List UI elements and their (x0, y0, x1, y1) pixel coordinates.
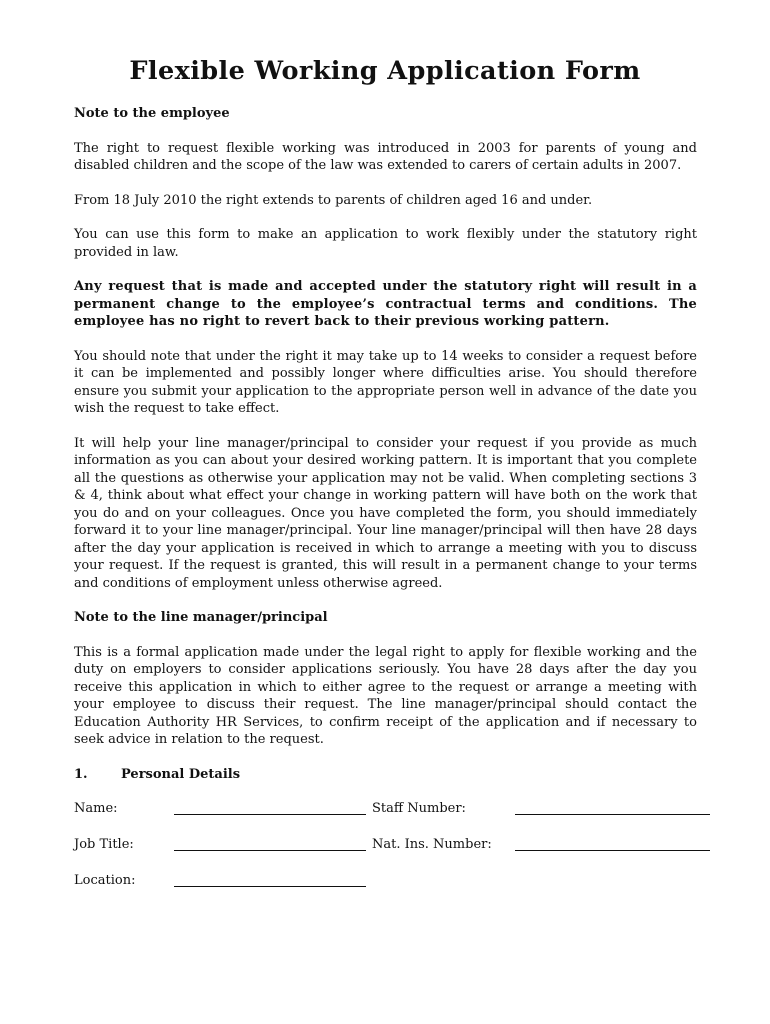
employee-note-paragraph-1: The right to request flexible working was introduced in 2003 for parents of young and disabled children and the scope of the law was extended to carers of certain adults in 2007. (74, 140, 697, 173)
job-title-label: Job Title: (74, 837, 134, 852)
location-label: Location: (74, 873, 136, 888)
ni-number-field[interactable] (515, 850, 710, 851)
employee-note-paragraph-6: It will help your line manager/principal to consider your request if you provide as much information as you can about your desired working pattern. It is important that you complete all the questions as otherwise your application may not be valid. When completing sections 3 & 4, think about what effect your change in working pattern will have both on the work that you do and on your colleagues. Once you have completed the form, you should immediately forward it to your line manager/principal. Your line manager/principal will then have 28 days after the day your application is received in which to arrange a meeting with you to discuss your request. If the request is granted, this will result in a permanent change to your terms and conditions of employment unless otherwise agreed. (74, 435, 697, 591)
employee-note-paragraph-5: You should note that under the right it may take up to 14 weeks to consider a request before it can be implemented and possibly longer where difficulties arise. You should therefore ensure you submit your application to the appropriate person well in advance of the date you wish the request to take effect. (74, 348, 697, 416)
employee-note-paragraph-2: From 18 July 2010 the right extends to parents of children aged 16 and under. (74, 192, 593, 208)
employee-note-heading: Note to the employee (74, 106, 230, 121)
staff-number-field[interactable] (515, 814, 710, 815)
section-1-title: Personal Details (121, 766, 241, 782)
field-row-name (74, 800, 697, 836)
section-1-number: 1. (74, 766, 88, 782)
employee-note-paragraph-3: You can use this form to make an application to work flexibly under the statutory right provided in law. (74, 227, 697, 260)
employee-note-warning: Any request that is made and accepted under the statutory right will result in a permanent change to the employee’s contractual terms and conditions. The employee has no right to revert back to their previous working pattern. (74, 279, 697, 329)
ni-number-label: Nat. Ins. Number: (372, 837, 492, 852)
job-title-field[interactable] (174, 850, 366, 851)
field-row-location (74, 872, 697, 908)
name-label: Name: (74, 801, 118, 816)
name-field[interactable] (174, 814, 366, 815)
manager-note-paragraph-1: This is a formal application made under the legal right to apply for flexible working and the duty on employers to consider applications seriously. You have 28 days after the day you receive this application in which to either agree to the request or arrange a meeting with your employee to discuss their request. The line manager/principal should contact the Education Authority HR Services, to confirm receipt of the application and if necessary to seek advice in relation to the request. (74, 644, 697, 747)
location-field[interactable] (174, 886, 366, 887)
staff-number-label: Staff Number: (372, 801, 466, 816)
field-row-job-title (74, 836, 697, 872)
page-title: Flexible Working Application Form (129, 56, 641, 86)
section-1-heading (74, 766, 697, 784)
manager-note-heading: Note to the line manager/principal (74, 610, 328, 625)
document-body (74, 105, 697, 908)
